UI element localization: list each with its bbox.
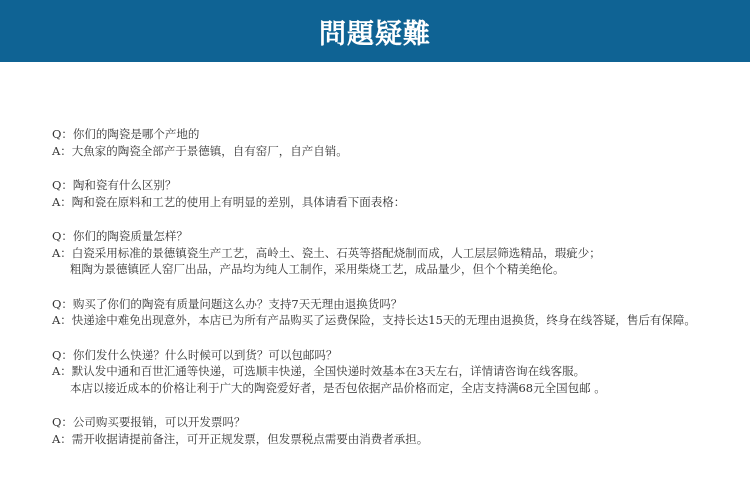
faq-list (52, 126, 722, 465)
faq-question: Q：购买了你们的陶瓷有质量问题这么办？支持7天无理由退换货吗？ (52, 296, 403, 311)
faq-answer-continued: 粗陶为景德镇匠人窑厂出品，产品均为纯人工制作，采用柴烧工艺，成品量少，但个个精美绝伦。 (70, 262, 565, 276)
faq-item (52, 296, 722, 329)
faq-answer: A：陶和瓷在原料和工艺的使用上有明显的差别，具体请看下面表格： (52, 194, 406, 209)
faq-answer: A：需开收据请提前备注，可开正规发票，但发票税点需要由消费者承担。 (52, 431, 429, 446)
faq-answer: A：大魚家的陶瓷全部产于景德镇，自有窑厂，自产自销。 (52, 143, 348, 158)
faq-question: Q：公司购买要报销，可以开发票吗？ (52, 415, 246, 429)
faq-question: Q：你们的陶瓷质量怎样？ (52, 229, 188, 243)
faq-answer: A：快递途中难免出现意外，本店已为所有产品购买了运费保险，支持长达15天的无理由退换货，终身在线答疑，售后有保障。 (52, 313, 696, 327)
faq-question: Q：你们的陶瓷是哪个产地的 (52, 127, 200, 141)
faq-question: Q：你们发什么快递？什么时候可以到货？可以包邮吗？ (52, 347, 338, 362)
faq-answer: A：默认发中通和百世汇通等快递，可选顺丰快递，全国快递时效基本在3天左右，详情请咨询在线客服。 (52, 364, 586, 378)
page-title: 問題疑難 (319, 18, 431, 50)
faq-item (52, 228, 722, 278)
faq-question: Q：陶和瓷有什么区别？ (52, 178, 177, 192)
header-banner (0, 0, 750, 62)
faq-item (52, 347, 722, 397)
faq-item (52, 177, 722, 210)
faq-item (52, 126, 722, 159)
faq-answer: A：白瓷采用标准的景德镇瓷生产工艺，高岭土、瓷土、石英等搭配烧制而成，人工层层筛选精品，瑕疵少； (52, 245, 601, 260)
faq-item (52, 414, 722, 447)
faq-answer-continued: 本店以接近成本的价格让利于广大的陶瓷爱好者，是否包依据产品价格而定，全店支持满68元全国包邮 。 (70, 380, 606, 395)
